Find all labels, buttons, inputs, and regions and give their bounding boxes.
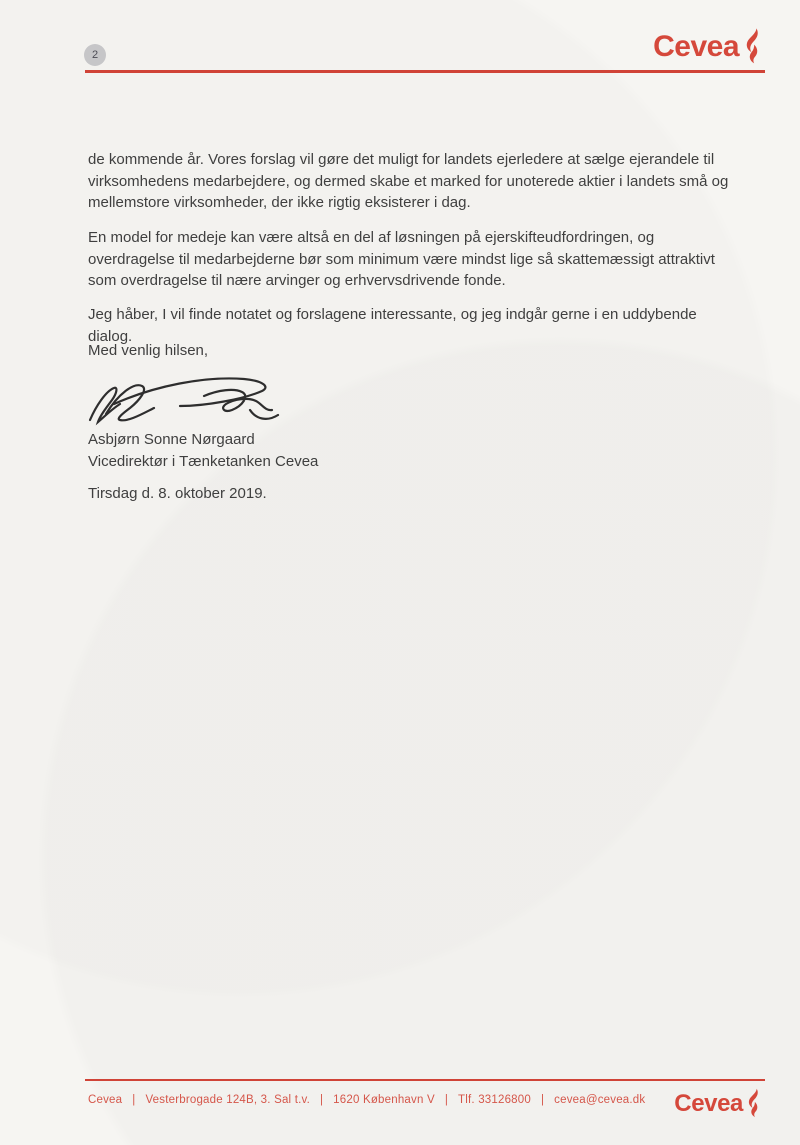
footer-email: cevea@cevea.dk bbox=[554, 1094, 646, 1106]
header-divider bbox=[85, 70, 765, 73]
letter-date: Tirsdag d. 8. oktober 2019. bbox=[88, 485, 267, 502]
paragraph: Jeg håber, I vil finde notatet og forslagene interessante, og jeg indgår gerne i en uddybende dialog. bbox=[88, 306, 697, 345]
header-logo bbox=[653, 27, 763, 65]
separator: | bbox=[132, 1094, 136, 1106]
page-number-badge: 2 bbox=[84, 44, 106, 66]
footer-city: 1620 København V bbox=[333, 1094, 435, 1106]
paragraph: En model for medeje kan være altså en del af løsningen på ejerskifteudfordringen, og overdragelse til medarbejderne bør som minimum være mindst lige så skattemæssigt attraktivt som overdragelse til nære arvinger og erhvervsdrivende fonde. bbox=[88, 229, 715, 289]
footer-divider bbox=[85, 1079, 765, 1081]
footer-contact bbox=[88, 1094, 645, 1106]
separator: | bbox=[444, 1094, 449, 1106]
paragraph: de kommende år. Vores forslag vil gøre det muligt for landets ejerledere at sælge ejerandele til virksomhedens medarbejdere, og dermed skabe et marked for unoterede aktier i landets små og mellemstore virksomheder, der ikke rigtig eksisterer i dag. bbox=[88, 151, 729, 211]
signature-image bbox=[84, 366, 296, 436]
brand-wordmark: Cevea bbox=[653, 30, 739, 63]
signer-title: Vicedirektør i Tænketanken Cevea bbox=[88, 453, 319, 470]
separator: | bbox=[319, 1094, 324, 1106]
separator: | bbox=[540, 1094, 545, 1106]
signer-name: Asbjørn Sonne Nørgaard bbox=[88, 431, 255, 448]
flame-icon bbox=[742, 27, 763, 65]
footer-address: Vesterbrogade 124B, 3. Sal t.v. bbox=[145, 1094, 310, 1106]
footer-brand: Cevea bbox=[88, 1094, 123, 1106]
footer-phone: Tlf. 33126800 bbox=[458, 1094, 531, 1106]
brand-wordmark: Cevea bbox=[674, 1090, 743, 1117]
footer-logo bbox=[674, 1088, 762, 1118]
flame-icon bbox=[745, 1088, 762, 1118]
closing-salutation: Med venlig hilsen, bbox=[88, 342, 209, 359]
